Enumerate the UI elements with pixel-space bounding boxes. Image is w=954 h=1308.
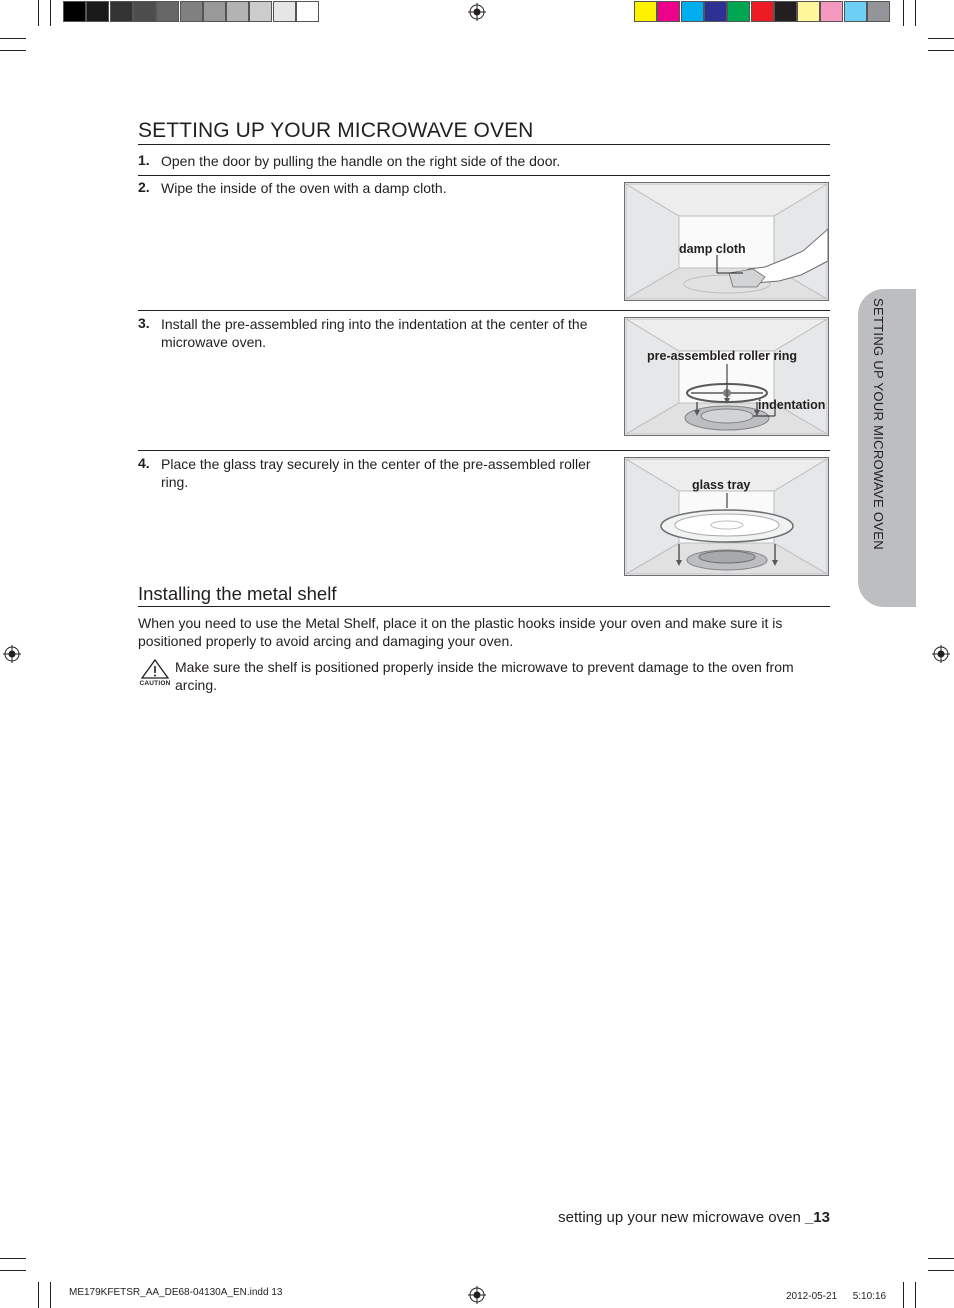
gray-swatch bbox=[63, 1, 86, 22]
step-divider bbox=[138, 310, 830, 311]
color-swatch bbox=[844, 1, 867, 22]
color-swatch bbox=[820, 1, 843, 22]
page-title: SETTING UP YOUR MICROWAVE OVEN bbox=[138, 119, 534, 142]
crop-mark bbox=[903, 0, 904, 26]
callout-damp-cloth: damp cloth bbox=[679, 242, 746, 256]
registration-mark-icon bbox=[468, 3, 486, 21]
step-number: 1. bbox=[138, 152, 150, 168]
callout-roller-ring: pre-assembled roller ring bbox=[647, 349, 798, 363]
crop-mark bbox=[0, 1258, 26, 1259]
caution-block bbox=[139, 659, 171, 689]
section-heading: Installing the metal shelf bbox=[138, 583, 337, 604]
title-rule bbox=[138, 144, 830, 145]
shelf-body-text: When you need to use the Metal Shelf, place it on the plastic hooks inside your oven and make sure it is positioned properly to avoid arcing and damaging your oven. bbox=[138, 615, 783, 649]
gray-swatch bbox=[156, 1, 179, 22]
gray-swatch bbox=[86, 1, 109, 22]
callout-glass-tray: glass tray bbox=[692, 478, 751, 492]
side-tab-label: SETTING UP YOUR MICROWAVE OVEN bbox=[871, 298, 886, 550]
gray-swatch bbox=[110, 1, 133, 22]
caution-text: Make sure the shelf is positioned properly inside the microwave to prevent damage to the oven from arcing. bbox=[175, 659, 794, 693]
color-swatch bbox=[657, 1, 680, 22]
color-swatch bbox=[774, 1, 797, 22]
registration-mark-icon bbox=[468, 1286, 486, 1304]
page-footer bbox=[558, 1209, 830, 1226]
step-divider bbox=[138, 175, 830, 176]
crop-mark bbox=[38, 0, 39, 26]
gray-swatch bbox=[226, 1, 249, 22]
gray-swatch bbox=[133, 1, 156, 22]
gray-swatch bbox=[296, 1, 319, 22]
gray-swatch bbox=[249, 1, 272, 22]
color-swatch bbox=[704, 1, 727, 22]
color-swatch bbox=[867, 1, 890, 22]
crop-mark bbox=[928, 50, 954, 51]
crop-mark bbox=[50, 1282, 51, 1308]
gray-swatch bbox=[273, 1, 296, 22]
registration-mark-icon bbox=[3, 645, 21, 663]
footer-text: setting up your new microwave oven bbox=[558, 1209, 801, 1226]
color-swatch bbox=[797, 1, 820, 22]
crop-mark bbox=[903, 1282, 904, 1308]
step-text: Install the pre-assembled ring into the indentation at the center of the microwave oven. bbox=[161, 316, 588, 350]
damp-cloth-figure bbox=[624, 182, 829, 301]
registration-mark-icon bbox=[932, 645, 950, 663]
crop-mark bbox=[928, 1270, 954, 1271]
crop-mark bbox=[0, 1270, 26, 1271]
crop-mark bbox=[928, 1258, 954, 1259]
color-swatch bbox=[727, 1, 750, 22]
step-text: Open the door by pulling the handle on the right side of the door. bbox=[161, 153, 561, 169]
gray-swatch bbox=[203, 1, 226, 22]
crop-mark bbox=[928, 38, 954, 39]
crop-mark bbox=[915, 0, 916, 26]
step-text: Place the glass tray securely in the center of the pre-assembled roller ring. bbox=[161, 456, 591, 490]
crop-mark bbox=[0, 38, 26, 39]
callout-indentation: indentation bbox=[758, 398, 826, 412]
crop-mark bbox=[0, 50, 26, 51]
page-number: _13 bbox=[804, 1209, 830, 1226]
caution-label: CAUTION bbox=[139, 680, 171, 687]
slug-timestamp: 2012-05-21 5:10:16 bbox=[786, 1291, 887, 1302]
crop-mark bbox=[915, 1282, 916, 1308]
crop-mark bbox=[38, 1282, 39, 1308]
roller-ring-figure bbox=[624, 317, 829, 436]
step-divider bbox=[138, 450, 830, 451]
gray-swatch bbox=[180, 1, 203, 22]
step-number: 3. bbox=[138, 315, 150, 331]
section-rule bbox=[138, 606, 830, 607]
slug-filename: ME179KFETSR_AA_DE68-04130A_EN.indd 13 bbox=[69, 1287, 283, 1298]
crop-mark bbox=[50, 0, 51, 26]
color-swatch bbox=[681, 1, 704, 22]
color-swatch bbox=[751, 1, 774, 22]
step-text: Wipe the inside of the oven with a damp cloth. bbox=[161, 180, 447, 196]
color-swatch bbox=[634, 1, 657, 22]
step-number: 4. bbox=[138, 455, 150, 471]
caution-triangle-icon bbox=[139, 659, 171, 679]
glass-tray-figure bbox=[624, 457, 829, 576]
step-number: 2. bbox=[138, 179, 150, 195]
